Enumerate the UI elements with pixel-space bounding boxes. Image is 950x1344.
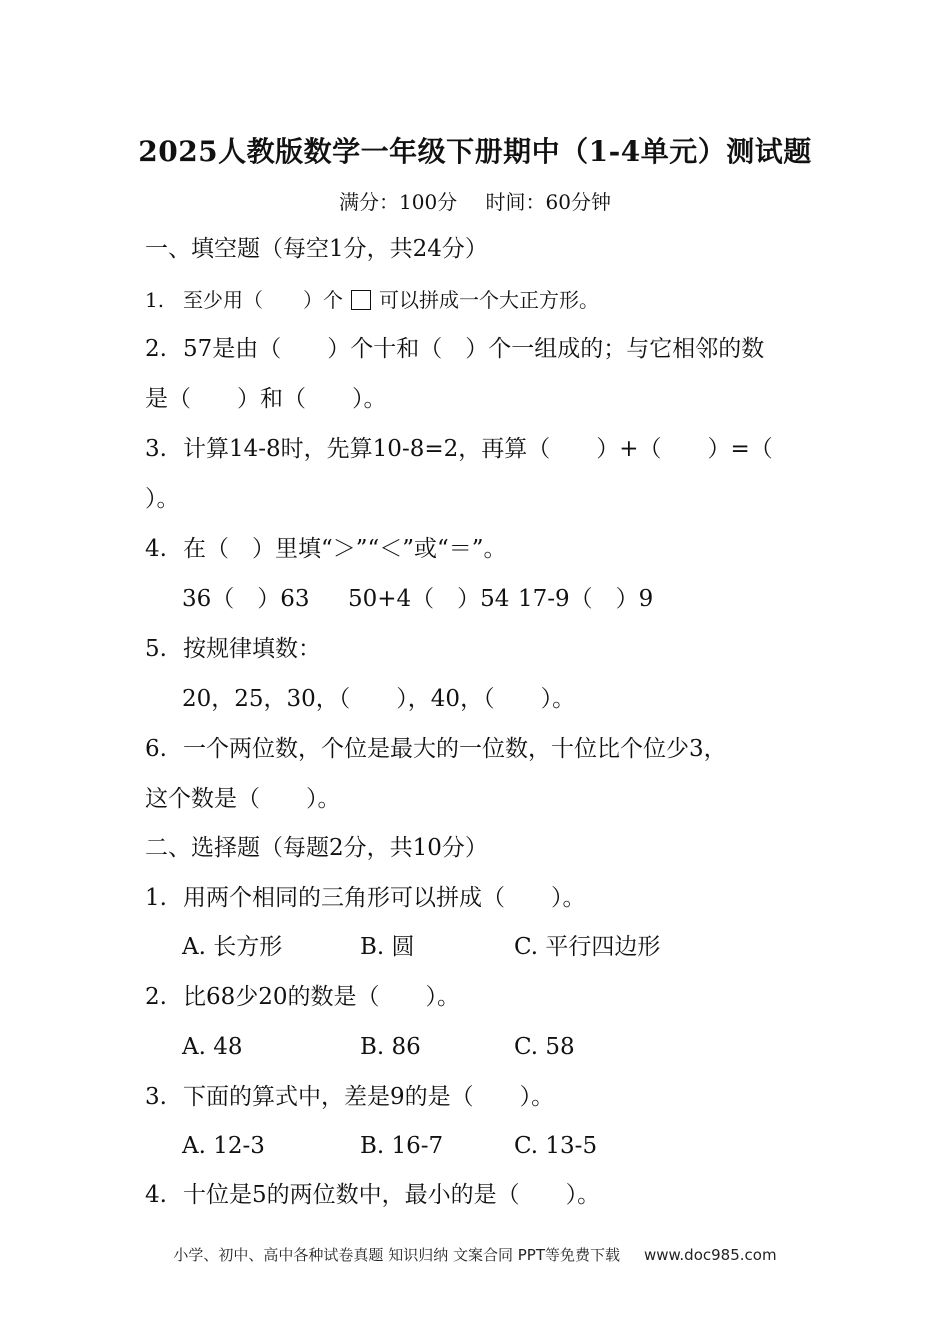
option-b: B. 16-7 (360, 1133, 444, 1159)
s2-question-2-options (182, 1032, 575, 1062)
question-text: 用两个相同的三角形可以拼成（ ）。 (183, 885, 586, 911)
s2-question-2 (145, 982, 460, 1012)
question-number: 2. (145, 336, 167, 362)
question-number: 2. (145, 984, 167, 1010)
s2-question-1-options (182, 932, 660, 962)
s2-question-1 (145, 883, 586, 913)
question-text: 一个两位数，个位是最大的一位数，十位比个位少3， (183, 736, 727, 762)
question-text: 在（ ）里填“＞”“＜”或“＝”。 (183, 536, 507, 562)
compare-item: 50+4（ ）54 (348, 586, 510, 612)
s2-question-3-options (182, 1131, 597, 1161)
question-text: 计算14-8时，先算10-8=2，再算（ ）+（ ）=（ (183, 436, 773, 462)
question-number: 3. (145, 436, 167, 462)
question-number: 6. (145, 736, 167, 762)
option-b: B. 圆 (360, 934, 415, 960)
page-title: 2025人教版数学一年级下册期中（1-4单元）测试题 (138, 135, 812, 168)
s1-question-2 (145, 334, 764, 364)
question-text: 下面的算式中，差是9的是（ ）。 (183, 1084, 555, 1110)
exam-meta (0, 186, 950, 215)
s1-question-5 (145, 634, 321, 664)
question-number: 4. (145, 536, 167, 562)
s1-question-4 (145, 534, 507, 564)
footer-text: 小学、初中、高中各种试卷真题 知识归纳 文案合同 PPT等免费下载 (173, 1246, 620, 1264)
s1-question-5-sequence: 20，25，30，（ ），40，（ ）。 (182, 686, 576, 712)
s1-question-3-cont: ）。 (145, 486, 180, 512)
page-footer (0, 1244, 950, 1265)
s1-question-3 (145, 434, 773, 464)
full-score: 满分：100分 (339, 190, 458, 214)
time-limit: 时间：60分钟 (485, 190, 611, 214)
section1-heading: 一、填空题（每空1分，共24分） (145, 236, 488, 262)
question-number: 4. (145, 1182, 167, 1208)
s2-question-3 (145, 1082, 554, 1112)
question-text: 可以拼成一个大正方形。 (379, 288, 599, 312)
option-a: A. 长方形 (182, 934, 283, 960)
option-b: B. 86 (360, 1034, 421, 1060)
compare-item: 36（ ）63 (182, 586, 310, 612)
square-icon (351, 290, 371, 310)
option-c: C. 13-5 (514, 1133, 598, 1159)
s2-question-4 (145, 1180, 600, 1210)
s1-question-1 (145, 285, 599, 315)
option-a: A. 48 (182, 1034, 243, 1060)
s1-question-6 (145, 734, 727, 764)
question-text: 57是由（ ）个十和（ ）个一组成的；与它相邻的数 (183, 336, 765, 362)
question-text: 至少用（ ）个 (183, 288, 343, 312)
question-number: 1. (145, 288, 165, 312)
question-number: 3. (145, 1084, 167, 1110)
option-c: C. 平行四边形 (514, 934, 661, 960)
question-number: 5. (145, 636, 167, 662)
section2-heading: 二、选择题（每题2分，共10分） (145, 835, 488, 861)
question-text: 比68少20的数是（ ）。 (183, 984, 461, 1010)
question-text: 十位是5的两位数中，最小的是（ ）。 (183, 1182, 601, 1208)
compare-item: 17-9（ ）9 (518, 586, 654, 612)
s1-question-2-cont: 是（ ）和（ ）。 (145, 386, 387, 412)
footer-site-link[interactable]: www.doc985.com (643, 1246, 777, 1264)
s1-question-6-cont: 这个数是（ ）。 (145, 786, 341, 812)
s1-question-4-items (182, 584, 653, 614)
option-c: C. 58 (514, 1034, 575, 1060)
question-number: 1. (145, 885, 167, 911)
option-a: A. 12-3 (182, 1133, 265, 1159)
question-text: 按规律填数： (183, 636, 321, 662)
